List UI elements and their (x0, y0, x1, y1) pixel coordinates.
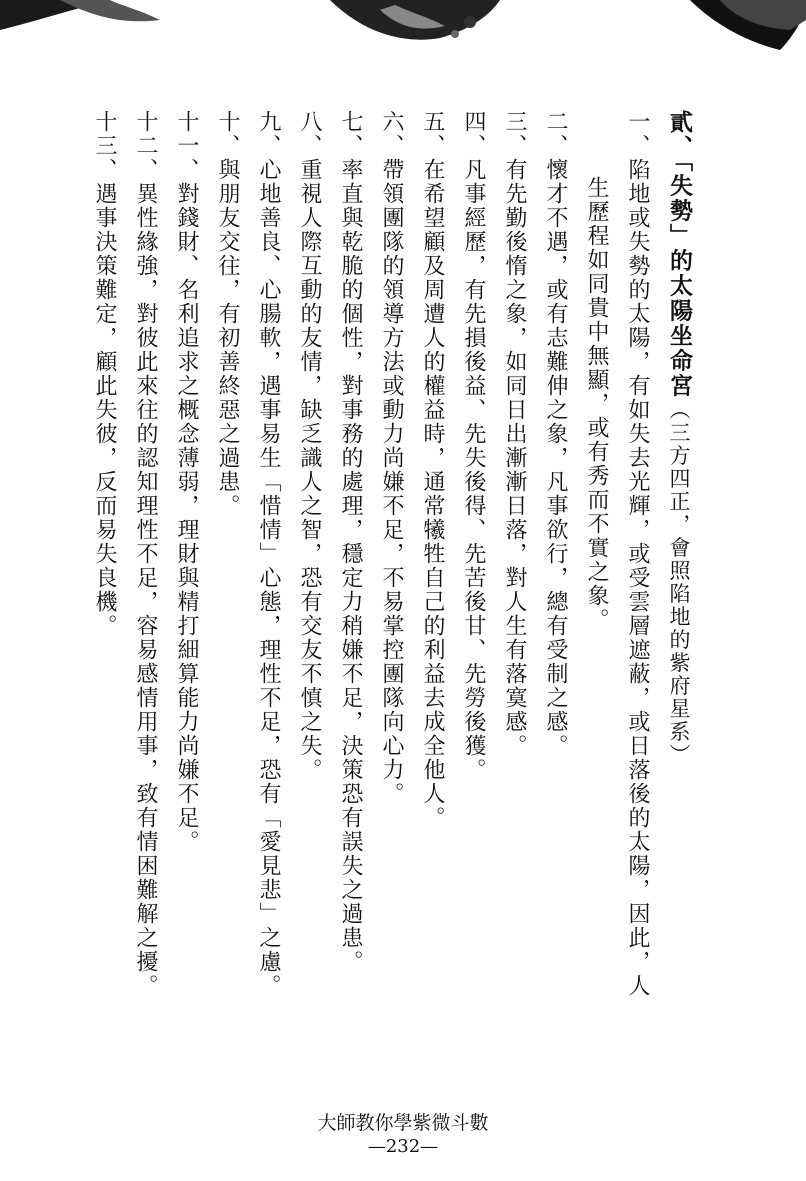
list-item (453, 110, 494, 1090)
list-item (412, 110, 453, 1090)
item-text: 重視人際互動的友情，缺乏識人之智，恐有交友不慎之失。 (297, 158, 322, 782)
item-text: 心地善良、心腸軟，遇事易生「惜情」心態，理性不足，恐有「愛見悲」之慮。 (256, 158, 281, 998)
list-item (166, 110, 207, 1090)
item-text: 陷地或失勢的太陽，有如失去光輝，或受雲層遮蔽，或日落後的太陽，因此，人 (625, 158, 650, 998)
item-text: 有先勤後惰之象，如同日出漸漸日落，對人生有落寞感。 (502, 158, 527, 758)
item-number: 十三、 (92, 110, 117, 182)
item-text: 異性緣強，對彼此來往的認知理性不足，容易感情用事，致有情困難解之擾。 (133, 182, 158, 998)
item-number: 三、 (502, 110, 527, 158)
list-item (494, 110, 535, 1090)
list-item (84, 110, 125, 1090)
item-number: 二、 (543, 110, 568, 158)
item-number: 五、 (420, 110, 445, 158)
item-number: 十二、 (133, 110, 158, 182)
item-text-continued: 生歷程如同貴中無顯，或有秀而不實之象。 (584, 176, 609, 632)
footer-page-number: —232— (367, 1136, 439, 1157)
item-number: 四、 (461, 110, 486, 158)
list-item (207, 110, 248, 1090)
item-text: 帶領團隊的領導方法或動力尚嫌不足，不易掌控團隊向心力。 (379, 158, 404, 806)
list-item (289, 110, 330, 1090)
list-item (125, 110, 166, 1090)
list-item (371, 110, 412, 1090)
section-heading (658, 110, 700, 1090)
item-text: 凡事經歷，有先損後益、先失後得、先苦後甘、先勞後獲。 (461, 158, 486, 782)
heading-title: 貳、「失勢」的太陽坐命宮 (666, 110, 693, 399)
item-text: 率直與乾脆的個性，對事務的處理，穩定力稍嫌不足，決策恐有誤失之過患。 (338, 158, 363, 974)
top-decorative-illustration (0, 0, 806, 80)
item-text: 對錢財、名利追求之概念薄弱，理財與精打細算能力尚嫌不足。 (174, 182, 199, 854)
item-number: 十一、 (174, 110, 199, 182)
item-number: 六、 (379, 110, 404, 158)
footer-book-title: 大師教你學紫微斗數 (317, 1112, 489, 1134)
item-number: 七、 (338, 110, 363, 158)
heading-subtitle: （三方四正，會照陷地的紫府星系） (667, 398, 691, 767)
item-text: 懷才不遇，或有志難伸之象，凡事欲行，總有受制之感。 (543, 158, 568, 758)
item-text: 遇事決策難定，顧此失彼，反而易失良機。 (92, 182, 117, 638)
item-number: 十、 (215, 110, 240, 158)
item-text: 與朋友交往，有初善終惡之過患。 (215, 158, 240, 518)
vertical-text-body (92, 110, 700, 1090)
list-item (576, 110, 658, 1090)
item-number: 一、 (625, 110, 650, 158)
list-item (535, 110, 576, 1090)
list-item (330, 110, 371, 1090)
item-number: 九、 (256, 110, 281, 158)
item-number: 八、 (297, 110, 322, 158)
item-text: 在希望顧及周遭人的權益時，通常犧牲自己的利益去成全他人。 (420, 158, 445, 830)
list-item (248, 110, 289, 1090)
